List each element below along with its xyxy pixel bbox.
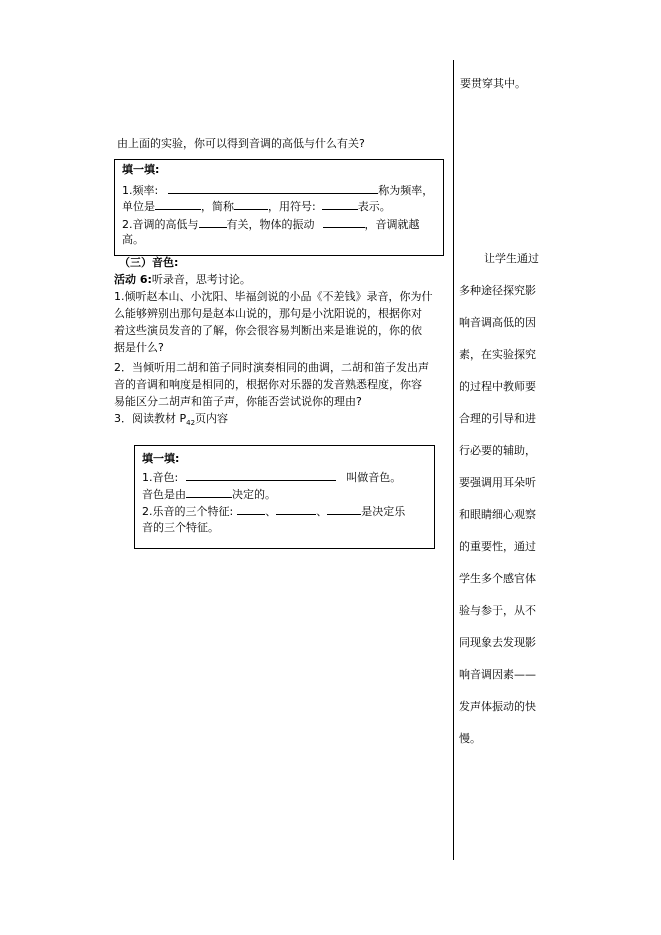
blank: [155, 199, 201, 210]
box2-title: 填一填:: [142, 452, 180, 465]
right-note-top: 要贯穿其中。: [460, 77, 526, 90]
p2-line1: 2．当倾听用二胡和笛子同时演奏相同的曲调，二胡和笛子发出声: [114, 361, 429, 374]
column-divider: [453, 60, 454, 860]
box1-line2: 单位是 ，简称 ，用符号: 表示。: [122, 200, 391, 213]
p1-line1: 1.倾听赵本山、小沈阳、毕福剑说的小品《不差钱》录音，你为什: [114, 290, 433, 303]
p1-line3: 着这些演员发音的了解，你会很容易判断出来是谁说的，你的依: [114, 324, 422, 337]
blank: [186, 487, 232, 498]
box1-line3: 2.音调的高低与 有关，物体的振动 ，音调就越: [122, 218, 420, 231]
blank: [237, 504, 265, 515]
side-note-line: 让学生通过: [484, 252, 539, 265]
box1-line1: 1.频率: 称为频率，: [122, 184, 434, 197]
box2-line3: 2.乐音的三个特征: 、 、 是决定乐: [142, 505, 406, 518]
blank: [199, 217, 227, 228]
side-note-line: 响音调高低的因: [459, 316, 536, 329]
side-note-line: 要强调用耳朵听: [459, 476, 536, 489]
side-note-line: 素，在实验探究: [459, 348, 536, 361]
blank: [327, 504, 361, 515]
box1-line4: 高。: [122, 233, 144, 246]
blank: [322, 199, 358, 210]
blank: [234, 199, 268, 210]
side-note-line: 同现象去发现影: [459, 636, 536, 649]
side-note-line: 响音调因素——: [459, 668, 536, 681]
p3-line: 3．阅读教材 $P_{42}$页内容: [114, 412, 229, 428]
side-note-line: 和眼睛细心观察: [459, 508, 536, 521]
section-heading: （三）音色:: [119, 256, 179, 269]
question-text: 由上面的实验，你可以得到音调的高低与什么有关?: [117, 137, 365, 150]
side-note-line: 的重要性，通过: [459, 540, 536, 553]
side-note-line: 多种途径探究影: [459, 284, 536, 297]
side-note-line: 验与参于，从不: [459, 604, 536, 617]
blank: [276, 504, 316, 515]
blank: [168, 183, 378, 194]
p1-line4: 据是什么?: [114, 341, 164, 354]
side-note-line: 学生多个感官体: [459, 572, 536, 585]
box2-line4: 音的三个特征。: [142, 521, 219, 534]
side-note-line: 的过程中教师要: [459, 380, 536, 393]
side-note-line: 行必要的辅助，: [459, 444, 536, 457]
p1-line2: 么能够辨别出那句是赵本山说的，那句是小沈阳说的，根据你对: [114, 307, 422, 320]
side-note-line: 合理的引导和进: [459, 412, 536, 425]
box2-line2: 音色是由 决定的。: [142, 488, 276, 501]
box2-line1: 1.音色: 叫做音色。: [142, 471, 402, 484]
side-note-line: 慢。: [459, 732, 481, 745]
blank: [186, 470, 336, 481]
side-note-line: 发声体振动的快: [459, 700, 536, 713]
box1-title: 填一填:: [122, 163, 160, 176]
blank: [323, 217, 365, 228]
activity-line: 活动 6:听录音，思考讨论。: [114, 273, 251, 286]
p2-line3: 易能区分二胡声和笛子声，你能否尝试说你的理由?: [114, 395, 362, 408]
p2-line2: 音的音调和响度是相同的，根据你对乐器的发音熟悉程度，你容: [114, 378, 422, 391]
